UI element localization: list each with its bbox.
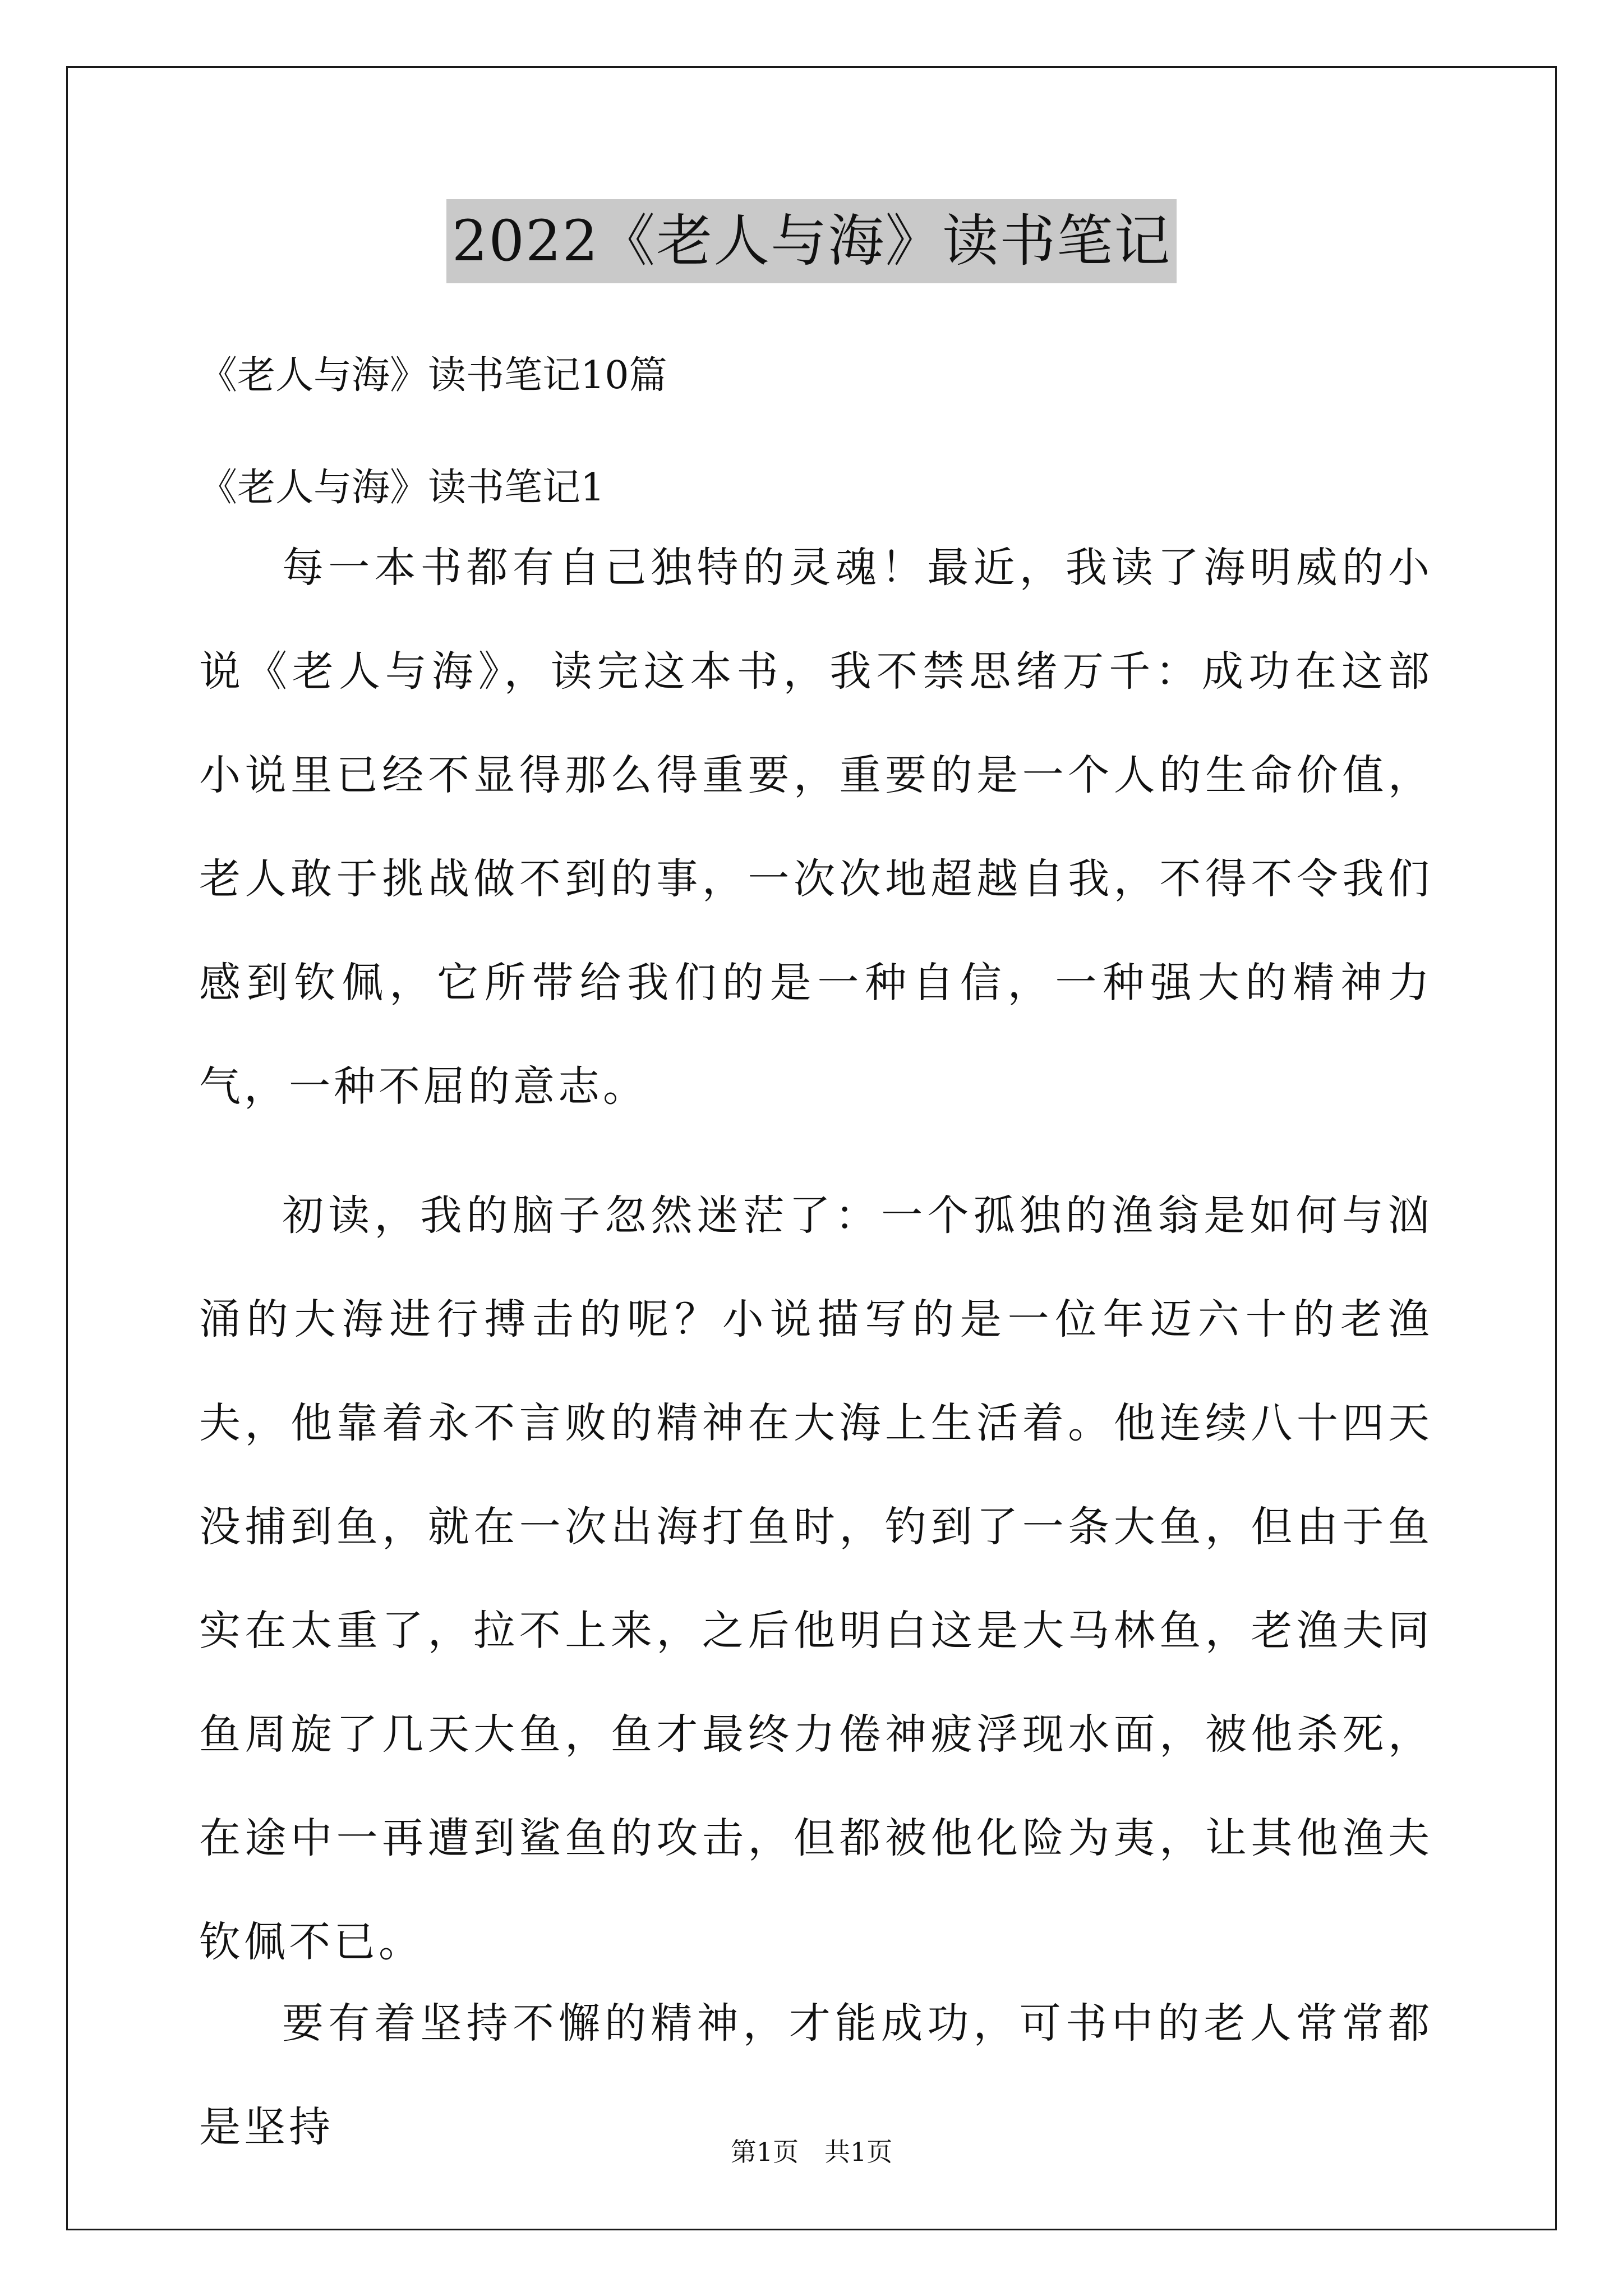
- document-subtitle: 《老人与海》读书笔记10篇: [199, 353, 667, 398]
- title-container: [0, 199, 1623, 283]
- document-title: 2022《老人与海》读书笔记: [446, 199, 1177, 283]
- page-footer: 第1页 共1页: [730, 2137, 893, 2167]
- paragraph-1: 每一本书都有自己独特的灵魂！最近，我读了海明威的小说《老人与海》，读完这本书，我不禁思绪万千：成功在这部小说里已经不显得那么得重要，重要的是一个人的生命价值，老人敢于挑战做不到的事，一次次地超越自我，不得不令我们感到钦佩，它所带给我们的是一种自信，一种强大的精神力气，一种不屈的意志。: [199, 544, 1433, 1111]
- paragraph-3: 要有着坚持不懈的精神，才能成功，可书中的老人常常都是坚持: [199, 1999, 1433, 2151]
- paragraph-2: 初读，我的脑子忽然迷茫了：一个孤独的渔翁是如何与汹涌的大海进行搏击的呢？小说描写的是一位年迈六十的老渔夫，他靠着永不言败的精神在大海上生活着。他连续八十四天没捕到鱼，就在一次出海打鱼时，钓到了一条大鱼，但由于鱼实在太重了，拉不上来，之后他明白这是大马林鱼，老渔夫同鱼周旋了几天大鱼，鱼才最终力倦神疲浮现水面，被他杀死，在途中一再遭到鲨鱼的攻击，但都被他化险为夷，让其他渔夫钦佩不已。: [199, 1191, 1433, 1966]
- section-heading: 《老人与海》读书笔记1: [199, 466, 605, 510]
